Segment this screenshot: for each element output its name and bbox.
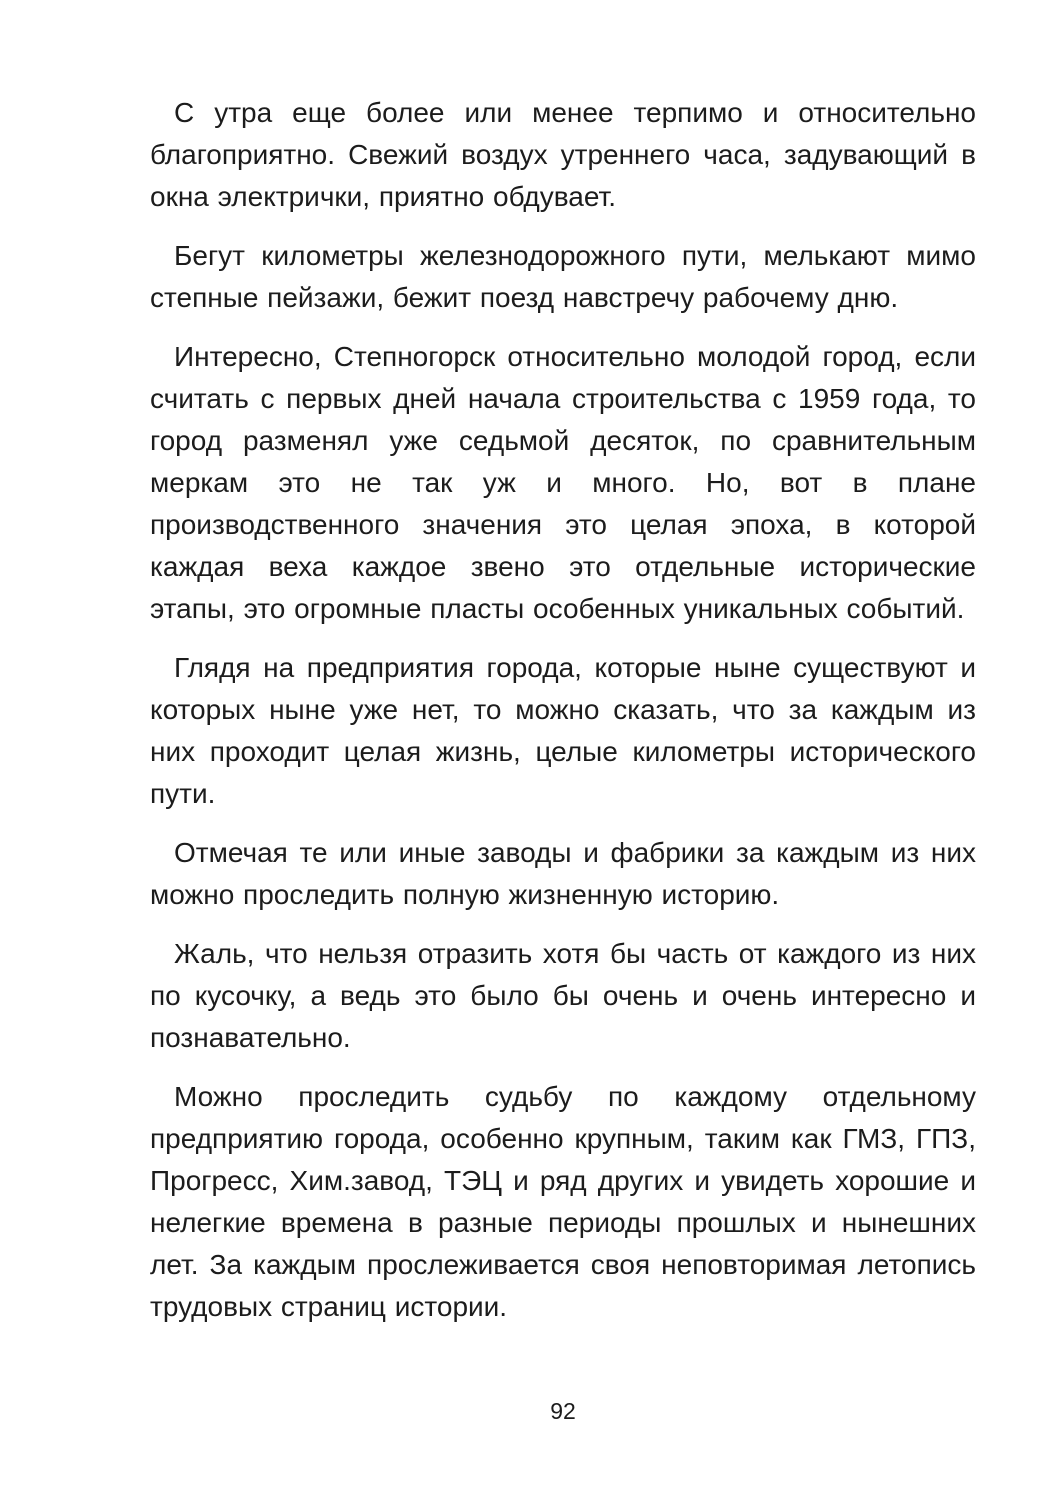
paragraph: Можно проследить судьбу по каждому отдельному предприятию города, особенно крупным, таким как ГМЗ, ГПЗ, Прогресс, Хим.завод, ТЭЦ и ряд других и увидеть хорошие и нелегкие времена в разные периоды прошлых и нынешних лет. За каждым прослеживается своя неповторимая летопись трудовых страниц истории. bbox=[150, 1081, 976, 1322]
page-footer bbox=[150, 1396, 976, 1426]
paragraph: Бегут километры железнодорожного пути, мелькают мимо степные пейзажи, бежит поезд навстречу рабочему дню. bbox=[150, 240, 976, 313]
paragraph: Глядя на предприятия города, которые ныне существуют и которых ныне уже нет, то можно сказать, что за каждым из них проходит целая жизнь, целые километры исторического пути. bbox=[150, 652, 976, 809]
paragraph: С утра еще более или менее терпимо и относительно благоприятно. Свежий воздух утреннего часа, задувающий в окна электрички, приятно обдувает. bbox=[150, 97, 976, 212]
paragraph: Отмечая те или иные заводы и фабрики за каждым из них можно проследить полную жизненную историю. bbox=[150, 837, 976, 910]
text-column bbox=[150, 92, 976, 1345]
paragraph: Жаль, что нельзя отразить хотя бы часть от каждого из них по кусочку, а ведь это было бы очень и очень интересно и познавательно. bbox=[150, 938, 976, 1053]
paragraph: Интересно, Степногорск относительно молодой город, если считать с первых дней начала строительства с 1959 года, то город разменял уже седьмой десяток, по сравнительным меркам это не так уж и много. Но, вот в плане производственного значения это целая эпоха, в которой каждая веха каждое звено это отдельные исторические этапы, это огромные пласты особенных уникальных событий. bbox=[150, 341, 976, 624]
page-number: 92 bbox=[550, 1398, 576, 1424]
